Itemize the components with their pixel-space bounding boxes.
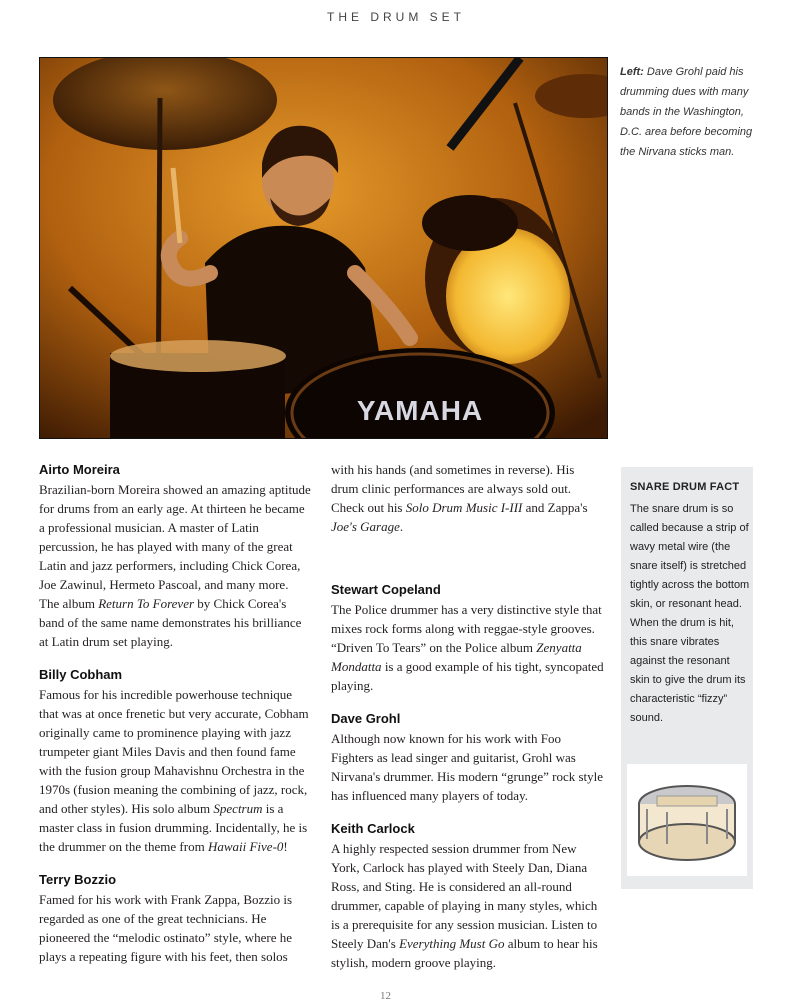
album-title: Hawaii Five-0 (207, 839, 284, 854)
drummer-name: Keith Carlock (331, 821, 415, 836)
entry-billy-cobham (39, 665, 311, 856)
album-title: Solo Drum Music I-III (405, 500, 523, 515)
album-title: Zenyatta Mondatta (331, 640, 582, 674)
drummer-photo (39, 57, 608, 439)
photo-caption (620, 62, 760, 162)
entry-airto-moreira (39, 460, 311, 651)
drummer-name: Airto Moreira (39, 462, 120, 477)
caption-label: Left: (620, 66, 644, 78)
snare-drum-image (627, 764, 747, 876)
drummer-name: Terry Bozzio (39, 872, 117, 887)
page-number: 12 (380, 990, 391, 1002)
column-middle-content (331, 580, 606, 986)
drummer-bio: with his hands (and sometimes in reverse). His drum clinic performances are always sold out. Check out his Solo Drum Music I-III and Zappa's Joe's Garage. (331, 462, 588, 534)
drummer-name: Billy Cobham (39, 667, 123, 682)
album-title: Joe's Garage (331, 519, 400, 534)
kick-drum-logo: YAMAHA (356, 395, 484, 426)
entry-terry-bozzio (39, 870, 311, 966)
drummer-bio: A highly respected session drummer from New York, Carlock has played with Steely Dan, Diana Ross, and Sting. He is considered an all-round drummer, capable of playing in many styles, which is a prerequisite for any session musician. Listen to Steely Dan's Everything Must Go album to hear his stylish, modern groove playing. (331, 841, 598, 970)
drummer-bio: Although now known for his work with Foo Fighters as lead singer and guitarist, Grohl was Nirvana's drummer. His modern “grunge” rock style has influenced many players of today. (331, 731, 604, 803)
drummer-bio: The Police drummer has a very distinctive style that mixes rock forms along with reggae-style grooves. “Driven To Tears” on the Police album Zenyatta Mondatta is a good example of his tight, syncopated playing. (331, 602, 604, 693)
entry-dave-grohl (331, 709, 606, 805)
entry-keith-carlock (331, 819, 606, 972)
entry-stewart-copeland (331, 580, 606, 695)
bozzio-continued (331, 460, 606, 560)
sidebar-title: SNARE DRUM FACT (630, 481, 740, 493)
drummer-name: Dave Grohl (331, 711, 401, 726)
running-header: THE DRUM SET (327, 10, 465, 24)
drummer-name: Stewart Copeland (331, 582, 441, 597)
album-title: Spectrum (213, 801, 263, 816)
sidebar-text: The snare drum is so called because a strip of wavy metal wire (the snare itself) is stretched tightly across the bottom skin, or resonant head. When the drum is hit, this snare vibrates against the resonant skin to give the drum its characteristic “fizzy” sound. (630, 503, 750, 724)
column-left (39, 460, 311, 966)
album-title: Everything Must Go (399, 936, 505, 951)
drummer-bio: Famed for his work with Frank Zappa, Bozzio is regarded as one of the great technicians. He pioneered the “melodic ostinato” style, where he plays a repeating figure with his feet, then solos (39, 892, 293, 964)
album-title: Return To Forever (98, 596, 195, 611)
snare-drum-fact-box (621, 467, 753, 889)
caption-text: Dave Grohl paid his drumming dues with many bands in the Washington, D.C. area before becoming the Nirvana sticks man. (620, 66, 753, 158)
drummer-bio: Famous for his incredible powerhouse technique that was at once frenetic but very accurate, Cobham originally came to prominence playing with jazz trumpeter giant Miles Davis and then found fame with the fusion group Mahavishnu Orchestra in the 1970s (fusion meaning the combining of jazz, rock, and other styles). His solo album Spectrum is a master class in fusion drumming. Incidentally, he is the drummer on the theme from Hawaii Five-0! (39, 687, 309, 854)
drummer-bio: Brazilian-born Moreira showed an amazing aptitude for drums from an early age. At thirteen he became a professional musician. A master of Latin percussion, he has played with many of the great Latin and jazz performers, including Chick Corea, Joe Zawinul, Hermeto Pascoal, and many more. The album Return To Forever by Chick Corea's band of the same name demonstrates his brilliance at Latin drum set playing. (39, 482, 311, 649)
